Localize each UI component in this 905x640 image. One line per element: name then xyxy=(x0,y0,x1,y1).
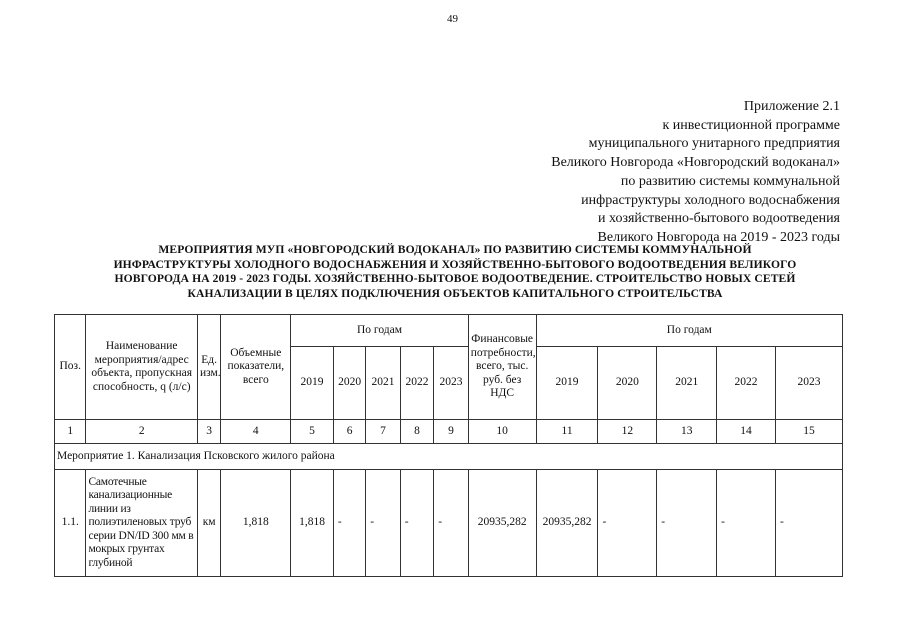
title-line: ИНФРАСТРУКТУРЫ ХОЛОДНОГО ВОДОСНАБЖЕНИЯ И ХОЗЯЙСТВЕННО-БЫТОВОГО ВОДООТВЕДЕНИЯ ВЕЛИКОГО xyxy=(113,257,797,271)
header-year: 2019 xyxy=(291,347,334,420)
row-finance-year: - xyxy=(775,470,842,577)
appendix-line: Приложение 2.1 xyxy=(743,99,840,114)
column-number: 7 xyxy=(366,420,400,444)
header-unit: Ед. изм. xyxy=(197,315,220,420)
title-line: МЕРОПРИЯТИЯ МУП «НОВГОРОДСКИЙ ВОДОКАНАЛ» ПО РАЗВИТИЮ СИСТЕМЫ КОММУНАЛЬНОЙ xyxy=(158,243,752,256)
header-pos: Поз. xyxy=(55,315,86,420)
header-year-finance: 2021 xyxy=(657,347,717,420)
header-year: 2021 xyxy=(366,347,400,420)
appendix-line: по развитию системы коммунальной xyxy=(620,173,840,189)
column-number: 13 xyxy=(657,420,717,444)
column-number: 10 xyxy=(468,420,536,444)
appendix-line: Великого Новгорода «Новгородский водоканал» xyxy=(551,155,840,171)
column-number: 1 xyxy=(55,420,86,444)
title-line: НОВГОРОДА НА 2019 - 2023 ГОДЫ. ХОЗЯЙСТВЕННО-БЫТОВОЕ ВОДООТВЕДЕНИЕ. СТРОИТЕЛЬСТВО НОВЫХ СЕТЕЙ xyxy=(114,272,796,285)
column-number: 6 xyxy=(333,420,365,444)
row-finance-year: - xyxy=(598,470,657,577)
column-number: 4 xyxy=(221,420,291,444)
header-year-finance: 2023 xyxy=(775,347,842,420)
column-number: 11 xyxy=(536,420,598,444)
header-year: 2023 xyxy=(434,347,468,420)
header-volume: Объемные показатели, всего xyxy=(221,315,291,420)
row-year-value: - xyxy=(434,470,468,577)
row-finance-year: - xyxy=(657,470,717,577)
header-year: 2020 xyxy=(333,347,365,420)
column-number: 12 xyxy=(598,420,657,444)
row-finance: 20935,282 xyxy=(468,470,536,577)
header-year-finance: 2019 xyxy=(536,347,598,420)
row-year-value: - xyxy=(366,470,400,577)
measures-table xyxy=(54,314,843,577)
appendix-line: и хозяйственно-бытового водоотведения xyxy=(598,211,840,227)
appendix-line: Великого Новгорода на 2019 - 2023 годы xyxy=(597,229,840,245)
appendix-header xyxy=(480,98,840,248)
header-year-finance: 2022 xyxy=(717,347,776,420)
header-year-finance: 2020 xyxy=(598,347,657,420)
header-year: 2022 xyxy=(400,347,433,420)
section-row: Мероприятие 1. Канализация Псковского жилого района xyxy=(55,444,843,470)
row-name: Самотечные канализационные линии из полиэтиленовых труб серии DN/ID 300 мм в мокрых грунтах глубиной xyxy=(86,470,198,577)
row-year-value: 1,818 xyxy=(291,470,334,577)
row-pos: 1.1. xyxy=(55,470,86,577)
row-finance-year: - xyxy=(717,470,776,577)
appendix-line: муниципального унитарного предприятия xyxy=(588,136,840,152)
appendix-line: инфраструктуры холодного водоснабжения xyxy=(581,192,840,208)
header-by-years-finance: По годам xyxy=(536,315,842,347)
row-unit: км xyxy=(197,470,220,577)
column-number: 15 xyxy=(775,420,842,444)
column-number: 9 xyxy=(434,420,468,444)
header-finance: Финансовые потребности, всего, тыс. руб. без НДС xyxy=(468,315,536,420)
page-number: 49 xyxy=(447,13,458,25)
row-year-value: - xyxy=(333,470,365,577)
document-title xyxy=(60,243,850,301)
column-number: 2 xyxy=(86,420,198,444)
column-number: 8 xyxy=(400,420,433,444)
title-line: КАНАЛИЗАЦИИ В ЦЕЛЯХ ПОДКЛЮЧЕНИЯ ОБЪЕКТОВ КАПИТАЛЬНОГО СТРОИТЕЛЬСТВА xyxy=(187,286,723,300)
appendix-line: к инвестиционной программе xyxy=(662,117,840,133)
column-number: 3 xyxy=(197,420,220,444)
row-finance-year: 20935,282 xyxy=(536,470,598,577)
column-number: 14 xyxy=(717,420,776,444)
row-volume: 1,818 xyxy=(221,470,291,577)
header-by-years: По годам xyxy=(291,315,468,347)
column-number: 5 xyxy=(291,420,334,444)
row-year-value: - xyxy=(400,470,433,577)
header-name: Наименование мероприятия/адрес объекта, пропускная способность, q (л/с) xyxy=(86,315,198,420)
